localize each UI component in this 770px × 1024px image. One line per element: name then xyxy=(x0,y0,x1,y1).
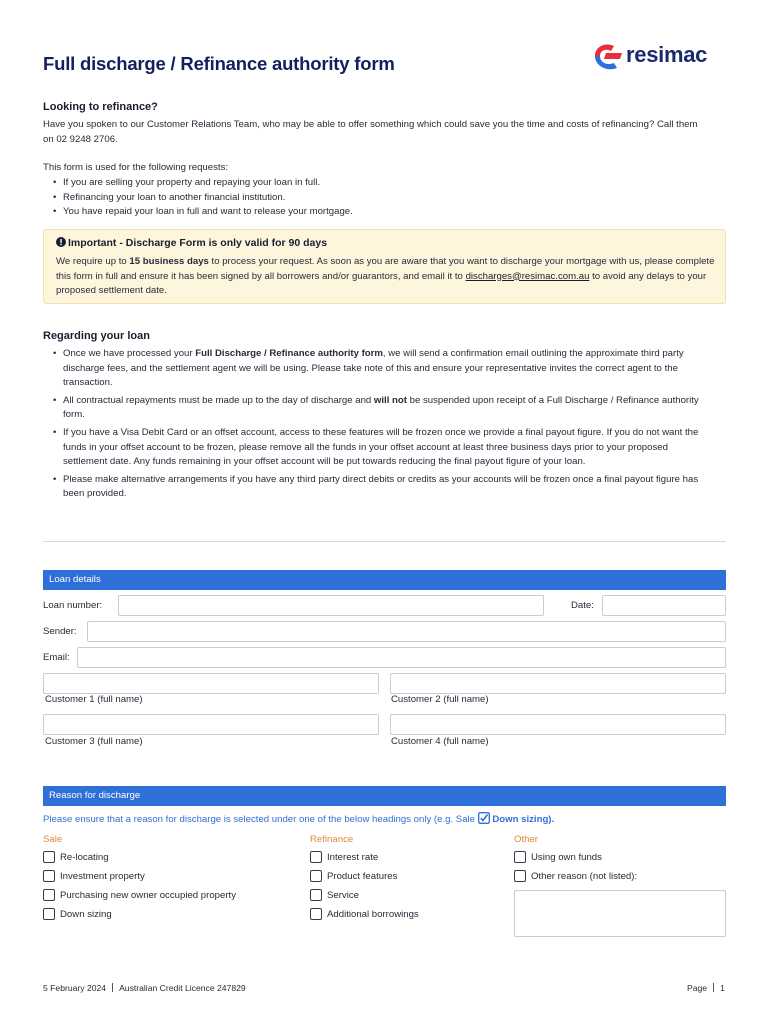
form-page: Full discharge / Refinance authority form resimac Looking to refinance? Have you spoken to our Customer Relations Team, who may be able to offer something which could save you the time and costs of refinancing? Call them on 02 9248 2706. This form is used for the following requests: • If you are selling your property and repaying your loan in full. • Refinancing your loan to another financial institution. • You have repaid your loan in full and want to release your mortgage. Important - Discharge Form is only valid for 90 days We require up to 15 business days to process your request. As soon as you are aware that you want to discharge your mortgage with us, please complete this form in full and ensure it has been signed by all borrowers and/or guarantors, and email it to discharges@resimac.com.au to avoid any delays to your proposed settlement date. Regarding your loan • Once we have processed your Full Discharge / Refinance authority form, we will send a confirmation email outlining the approximate third party discharge fees, and the settlement agent we will be using. Please take note of this and ensure your representative invites the correct agent to the transaction. • All contractual repayments must be made up to the day of discharge and will not be suspended upon receipt of a Full Discharge / Refinance authority form. • If you have a Visa Debit Card or an offset account, access to these features will be frozen once we provide a final payout figure. If you do not want the funds in your offset account to be frozen, please remove all the funds in your offset account at least three business days prior to your proposed settlement date. Any funds remaining in your offset account will be put towards reducing the final payout figure of your loan. • Please make alternative arrangements if you have any third party direct debits or credits as your accounts will be frozen once a final payout figure has been provided. Loan details Loan number: Date: Sender: Email: Customer 1 (full name) Customer 2 (full name) Customer 3 (full name) Customer 4 (full name) Reason for discharge Please ensure that a reason for discharge is selected under one of the below headings only (e.g. Sale Down sizing). Sale Refinance Other Re-locating Investment property Purchasing new owner occupied property Down sizing Interest rate Product features Service Additional borrowings Using own funds Other reason (not listed): 5 February 2024 Australian Credit Licence 247829 Page 1 xyxy=(0,0,770,1024)
checkbox-square[interactable] xyxy=(310,851,322,863)
footer-licence: Australian Credit Licence 247829 xyxy=(119,983,246,993)
refinance-heading-col: Refinance xyxy=(310,834,354,845)
customer1-field[interactable] xyxy=(43,673,379,694)
list-item: • If you are selling your property and repaying your loan in full. xyxy=(43,176,703,191)
email-label: Email: xyxy=(43,652,70,663)
discharge-email-link[interactable]: discharges@resimac.com.au xyxy=(465,270,590,282)
customer2-field[interactable] xyxy=(390,673,726,694)
footer-left xyxy=(43,983,246,993)
resimac-logo xyxy=(592,40,732,72)
customer4-field[interactable] xyxy=(390,714,726,735)
date-field[interactable] xyxy=(602,595,726,616)
usage-list xyxy=(43,176,703,220)
loan-number-field[interactable] xyxy=(118,595,544,616)
page-number: 1 xyxy=(720,983,725,993)
page-title: Full discharge / Refinance authority form xyxy=(43,53,395,74)
important-notice xyxy=(43,229,726,304)
important-title: Important - Discharge Form is only valid for 90 days xyxy=(56,237,327,249)
customer3-label: Customer 3 (full name) xyxy=(45,736,143,747)
footer-date: 5 February 2024 xyxy=(43,983,107,993)
list-item: • If you have a Visa Debit Card or an offset account, access to these features will be frozen once we provide a final payout figure. If you do not want the funds in your offset account to be frozen, please remove all the funds in your offset account at least three business days prior to your proposed settlement date. Any funds remaining in your offset account will be put towards reducing the final payout figure of your loan. xyxy=(43,426,703,470)
logo-text: resimac xyxy=(626,42,708,67)
checkbox-square[interactable] xyxy=(310,889,322,901)
important-body: We require up to 15 business days to process your request. As soon as you are aware that you want to discharge your mortgage with us, please complete this form in full and ensure it has been signed by all borrowers and/or guarantors, and email it to discharges@resimac.com.au to avoid any delays to your proposed settlement date. xyxy=(56,256,715,297)
list-item: • Once we have processed your Full Discharge / Refinance authority form, we will send a confirmation email outlining the approximate third party discharge fees, and the settlement agent we will be using. Please take note of this and ensure your representative invites the correct agent to the transaction. xyxy=(43,347,703,391)
other-reason-textarea[interactable] xyxy=(514,890,726,937)
customer3-field[interactable] xyxy=(43,714,379,735)
list-item: • Refinancing your loan to another financial institution. xyxy=(43,191,703,206)
checked-box-icon xyxy=(478,812,490,824)
checkbox-square[interactable] xyxy=(514,851,526,863)
list-item: • Please make alternative arrangements if you have any third party direct debits or credits as your accounts will be frozen once a final payout figure has been provided. xyxy=(43,473,703,502)
reason-instruction: Please ensure that a reason for discharge is selected under one of the below headings only (e.g. Sale Down sizing). xyxy=(43,814,555,825)
checkbox-square[interactable] xyxy=(43,851,55,863)
checkbox-square[interactable] xyxy=(514,870,526,882)
reason-bar: Reason for discharge xyxy=(43,786,726,806)
loan-number-label: Loan number: xyxy=(43,600,103,611)
alert-icon xyxy=(56,237,66,247)
form-usage-text: This form is used for the following requests: xyxy=(43,162,229,173)
divider xyxy=(43,541,726,542)
customer4-label: Customer 4 (full name) xyxy=(391,736,489,747)
refinance-paragraph: Have you spoken to our Customer Relations Team, who may be able to offer something which could save you the time and costs of refinancing? Call them on 02 9248 2706. xyxy=(43,119,698,145)
footer-page: Page 1 xyxy=(687,983,725,993)
logo-mark-icon xyxy=(592,40,624,72)
checkbox-square[interactable] xyxy=(43,908,55,920)
checkbox-square[interactable] xyxy=(310,870,322,882)
date-label: Date: xyxy=(571,600,594,611)
loan-details-bar: Loan details xyxy=(43,570,726,590)
sender-label: Sender: xyxy=(43,626,77,637)
email-field[interactable] xyxy=(77,647,726,668)
other-heading: Other xyxy=(514,834,538,845)
list-item: • You have repaid your loan in full and want to release your mortgage. xyxy=(43,205,703,220)
checkbox-square[interactable] xyxy=(43,870,55,882)
regarding-heading: Regarding your loan xyxy=(43,330,150,342)
refinance-heading: Looking to refinance? xyxy=(43,101,158,113)
customer2-label: Customer 2 (full name) xyxy=(391,694,489,705)
sender-field[interactable] xyxy=(87,621,726,642)
checkbox-square[interactable] xyxy=(43,889,55,901)
list-item: • All contractual repayments must be made up to the day of discharge and will not be suspended upon receipt of a Full Discharge / Refinance authority form. xyxy=(43,394,703,423)
regarding-list xyxy=(43,347,703,502)
checkbox-square[interactable] xyxy=(310,908,322,920)
sale-heading: Sale xyxy=(43,834,63,845)
customer1-label: Customer 1 (full name) xyxy=(45,694,143,705)
